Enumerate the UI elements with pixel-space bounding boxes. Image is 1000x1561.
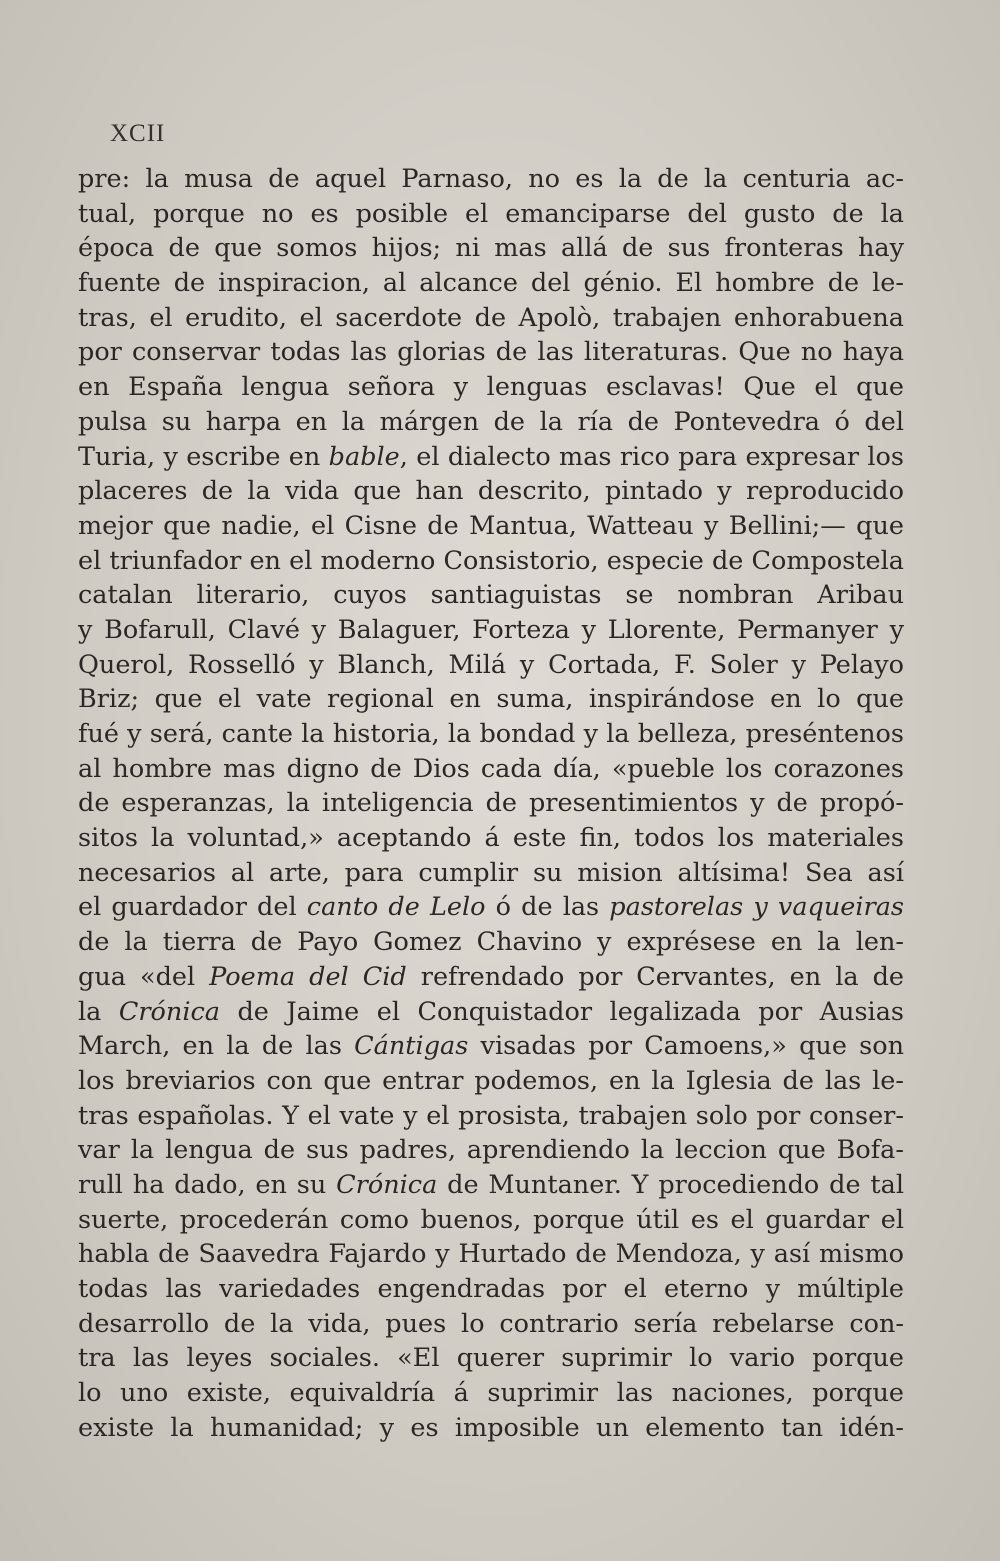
text-line: sitos la voluntad,» aceptando á este fin, todos los materiales (78, 823, 904, 854)
body-text (78, 162, 904, 1445)
text-line: Briz; que el vate regional en suma, inspirándose en lo que (78, 684, 904, 715)
text-line: pulsa su harpa en la márgen de la ría de Pontevedra ó del (78, 406, 904, 437)
text-line: placeres de la vida que han descrito, pintado y reproducido (78, 476, 904, 507)
text-line: tra las leyes sociales. «El querer suprimir lo vario porque (78, 1343, 904, 1374)
text-line: March, en la de las Cántigas visadas por Camoens,» que son (78, 1031, 904, 1062)
text-line: los breviarios con que entrar podemos, en la Iglesia de las le- (78, 1065, 904, 1096)
text-line: Turia, y escribe en bable, el dialecto mas rico para expresar los (78, 441, 904, 472)
text-line: catalan literario, cuyos santiaguistas se nombran Aribau (78, 580, 904, 611)
italic-phrase: Poema del Cid (209, 961, 407, 992)
text-line: la Crónica de Jaime el Conquistador legalizada por Ausias (78, 996, 905, 1027)
italic-phrase: Crónica (336, 1169, 438, 1200)
text-line: fuente de inspiracion, al alcance del génio. El hombre de le- (78, 268, 904, 299)
italic-phrase: Crónica (118, 996, 220, 1027)
text-line: lo uno existe, equivaldría á suprimir las naciones, porque (78, 1378, 904, 1409)
text-line: habla de Saavedra Fajardo y Hurtado de Mendoza, y así mismo (78, 1239, 904, 1270)
text-line: pre: la musa de aquel Parnaso, no es la de la centuria ac- (78, 164, 904, 194)
italic-phrase: canto de Lelo (306, 892, 486, 923)
text-line: Querol, Rosselló y Blanch, Milá y Cortada, F. Soler y Pelayo (78, 649, 904, 680)
text-line: desarrollo de la vida, pues lo contrario sería rebelarse con- (78, 1308, 904, 1339)
italic-phrase: Cántigas (354, 1031, 469, 1062)
text-line: época de que somos hijos; ni mas allá de sus fronteras hay (78, 233, 904, 264)
text-line: de esperanzas, la inteligencia de presentimientos y de propó- (78, 788, 904, 819)
text-line: y Bofarull, Clavé y Balaguer, Forteza y Llorente, Permanyer y (78, 614, 904, 645)
italic-phrase: pastorelas y vaqueiras (609, 892, 905, 923)
text-line: gua «del Poema del Cid refrendado por Cervantes, en la de (78, 961, 904, 992)
text-line: tras españolas. Y el vate y el prosista, trabajen solo por conser- (78, 1100, 904, 1131)
page-number: XCII (110, 120, 166, 147)
text-line: rull ha dado, en su Crónica de Muntaner. Y procediendo de tal (78, 1169, 904, 1200)
text-line: var la lengua de sus padres, aprendiendo la leccion que Bofa- (78, 1135, 904, 1166)
text-line: de la tierra de Payo Gomez Chavino y exprésese en la len- (78, 927, 904, 958)
text-line: mejor que nadie, el Cisne de Mantua, Watteau y Bellini;— que (78, 510, 904, 541)
text-line: por conservar todas las glorias de las literaturas. Que no haya (78, 337, 904, 368)
text-line: en España lengua señora y lenguas esclavas! Que el que (78, 372, 904, 403)
text-line: el triunfador en el moderno Consistorio, especie de Compostela (78, 545, 904, 576)
text-line: existe la humanidad; y es imposible un elemento tan idén- (78, 1412, 904, 1443)
text-line: tual, porque no es posible el emanciparse del gusto de la (78, 198, 904, 229)
text-line: fué y será, cante la historia, la bondad y la belleza, preséntenos (78, 719, 904, 749)
text-line: todas las variedades engendradas por el eterno y múltiple (78, 1274, 904, 1304)
text-line: al hombre mas digno de Dios cada día, «pueble los corazones (78, 753, 904, 784)
text-line: necesarios al arte, para cumplir su mision altísima! Sea así (78, 857, 904, 888)
text-line: suerte, procederán como buenos, porque útil es el guardar el (78, 1204, 904, 1235)
text-line: tras, el erudito, el sacerdote de Apolò, trabajen enhorabuena (78, 302, 904, 333)
text-line: el guardador del canto de Lelo ó de las pastorelas y vaqueiras (78, 892, 905, 923)
italic-phrase: bable (328, 441, 400, 472)
